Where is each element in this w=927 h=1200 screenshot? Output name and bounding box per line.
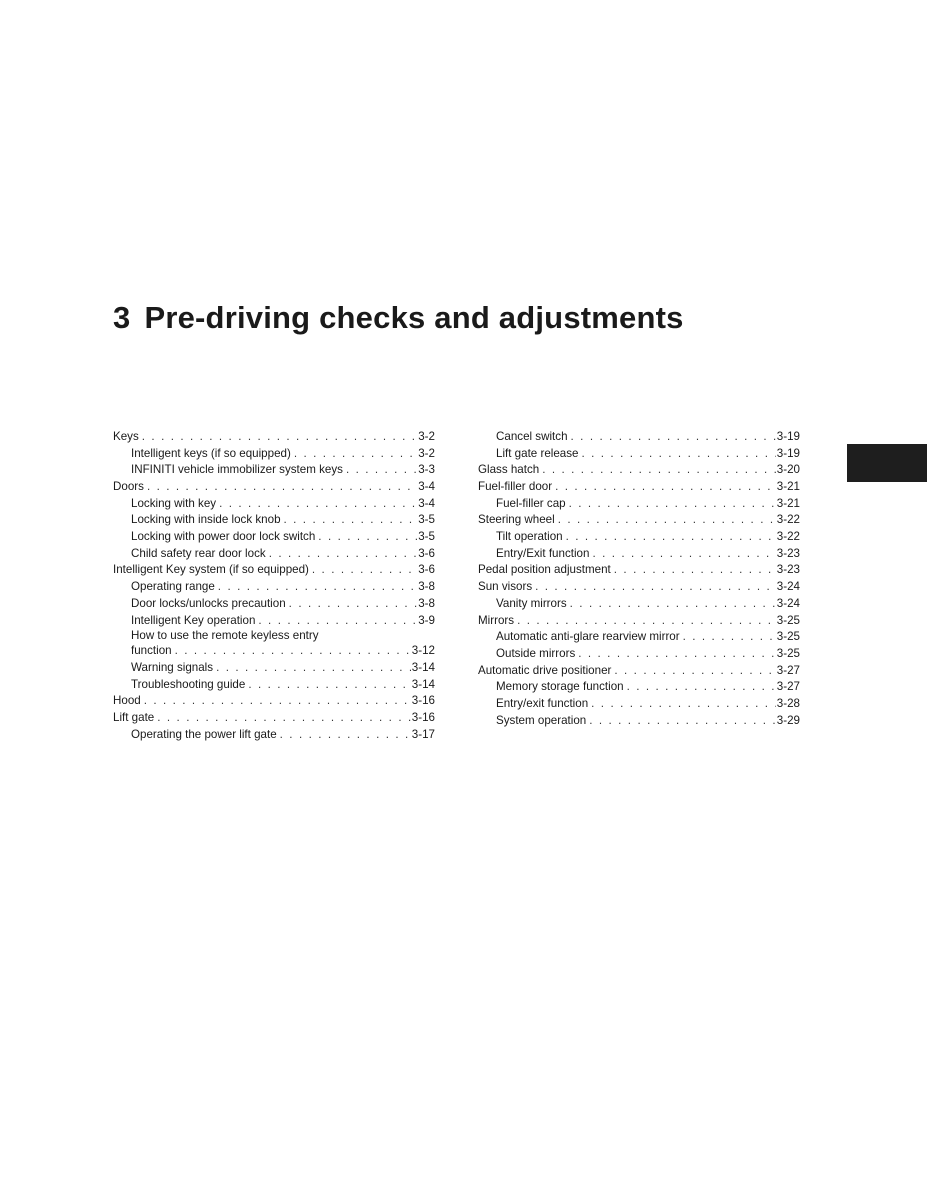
dot-leader <box>147 479 417 496</box>
toc-entry-label: Locking with inside lock knob <box>131 513 281 527</box>
toc-page-number: 3-25 <box>776 630 800 644</box>
toc-entry-label: Mirrors <box>478 613 515 627</box>
toc-page-number: 3-2 <box>418 429 435 443</box>
dot-leader <box>157 710 411 727</box>
toc-page-number: 3-5 <box>418 530 435 544</box>
toc-page-number: 3-14 <box>411 660 435 674</box>
toc-entry-label: Cancel switch <box>496 429 568 443</box>
dot-leader <box>542 462 776 479</box>
toc-entry[interactable] <box>113 546 435 563</box>
toc-entry[interactable] <box>478 646 800 663</box>
toc-entry-label: Locking with power door lock switch <box>131 530 316 544</box>
toc-entry-label-cont: function <box>131 644 172 658</box>
toc-page-number: 3-16 <box>411 694 435 708</box>
toc-page-number: 3-23 <box>776 546 800 560</box>
toc-entry-label: Automatic drive positioner <box>478 663 612 677</box>
dot-leader <box>582 446 776 463</box>
toc-entry-label: Sun visors <box>478 580 533 594</box>
toc-entry-label: Entry/exit function <box>496 696 589 710</box>
toc-entry[interactable] <box>113 479 435 496</box>
toc-entry-label: Warning signals <box>131 660 214 674</box>
toc-entry[interactable] <box>478 663 800 680</box>
toc-page-number: 3-8 <box>418 596 435 610</box>
toc-entry-label: Intelligent Key operation <box>131 613 256 627</box>
toc-entry-label: Intelligent keys (if so equipped) <box>131 446 291 460</box>
dot-leader <box>294 446 417 463</box>
toc-entry-label: Vanity mirrors <box>496 596 567 610</box>
dot-leader <box>269 546 418 563</box>
toc-entry[interactable] <box>478 479 800 496</box>
toc-entry[interactable] <box>113 613 435 630</box>
toc-page-number: 3-25 <box>776 646 800 660</box>
toc-entry-label: How to use the remote keyless entry <box>131 629 319 643</box>
toc-entry-label: Child safety rear door lock <box>131 546 266 560</box>
dot-leader <box>683 629 776 646</box>
toc-entry-label: Outside mirrors <box>496 646 576 660</box>
toc-entry[interactable] <box>478 696 800 713</box>
toc-entry-label: Operating range <box>131 580 215 594</box>
dot-leader <box>589 713 776 730</box>
toc-page-number: 3-28 <box>776 696 800 710</box>
toc-entry[interactable] <box>113 496 435 513</box>
toc-page-number: 3-8 <box>418 580 435 594</box>
toc-right-column <box>478 429 800 729</box>
dot-leader <box>280 727 411 744</box>
toc-page-number: 3-9 <box>418 613 435 627</box>
toc-page-number: 3-3 <box>418 463 435 477</box>
toc-left-column <box>113 429 435 743</box>
toc-entry[interactable] <box>478 512 800 529</box>
dot-leader <box>346 462 417 479</box>
chapter-title-text: Pre-driving checks and adjustments <box>144 300 684 335</box>
toc-page-number: 3-19 <box>776 429 800 443</box>
toc-entry-label: Troubleshooting guide <box>131 677 246 691</box>
dot-leader <box>144 693 411 710</box>
toc-page-number: 3-27 <box>776 680 800 694</box>
toc-entry[interactable] <box>113 727 435 744</box>
dot-leader <box>218 579 417 596</box>
toc-entry[interactable] <box>478 529 800 546</box>
dot-leader <box>142 429 417 446</box>
dot-leader <box>175 643 411 660</box>
toc-entry[interactable] <box>478 496 800 513</box>
toc-entry[interactable] <box>113 693 435 710</box>
dot-leader <box>284 512 418 529</box>
dot-leader <box>569 496 776 513</box>
toc-entry-label: Glass hatch <box>478 463 540 477</box>
chapter-thumb-tab <box>847 444 927 482</box>
dot-leader <box>517 613 776 630</box>
toc-entry-label: Doors <box>113 480 144 494</box>
toc-entry-label: System operation <box>496 713 587 727</box>
toc-entry-label: Lift gate <box>113 710 155 724</box>
dot-leader <box>535 579 776 596</box>
toc-entry[interactable] <box>478 462 800 479</box>
toc-page-number: 3-25 <box>776 613 800 627</box>
toc-entry-label: Locking with key <box>131 496 217 510</box>
dot-leader <box>555 479 776 496</box>
toc-page-number: 3-24 <box>776 580 800 594</box>
toc-entry[interactable] <box>113 563 435 580</box>
toc-entry-label: Intelligent Key system (if so equipped) <box>113 563 309 577</box>
dot-leader <box>312 563 417 580</box>
toc-page-number: 3-14 <box>411 677 435 691</box>
dot-leader <box>558 512 776 529</box>
toc-entry-label: Lift gate release <box>496 446 579 460</box>
toc-page-number: 3-16 <box>411 710 435 724</box>
chapter-number: 3 <box>113 300 131 335</box>
dot-leader <box>592 546 775 563</box>
toc-entry[interactable] <box>478 429 800 446</box>
toc-entry[interactable] <box>113 596 435 613</box>
toc-entry[interactable] <box>478 563 800 580</box>
toc-entry[interactable] <box>478 679 800 696</box>
toc-entry[interactable] <box>478 579 800 596</box>
dot-leader <box>614 563 776 580</box>
toc-entry[interactable] <box>478 446 800 463</box>
toc-page-number: 3-4 <box>418 480 435 494</box>
toc-entry-label: Hood <box>113 694 141 708</box>
toc-entry-label: Fuel-filler door <box>478 480 553 494</box>
toc-page-number: 3-6 <box>418 563 435 577</box>
toc-entry[interactable] <box>113 629 435 660</box>
toc-entry-label: Tilt operation <box>496 530 563 544</box>
dot-leader <box>216 660 411 677</box>
dot-leader <box>570 596 776 613</box>
toc-page-number: 3-4 <box>418 496 435 510</box>
toc-page-number: 3-22 <box>776 530 800 544</box>
toc-entry[interactable] <box>113 677 435 694</box>
toc-entry[interactable] <box>478 629 800 646</box>
toc-entry-label: Fuel-filler cap <box>496 496 566 510</box>
toc-entry[interactable] <box>113 710 435 727</box>
toc-entry-label: Entry/Exit function <box>496 546 590 560</box>
toc-page-number: 3-22 <box>776 513 800 527</box>
toc-page-number: 3-20 <box>776 463 800 477</box>
dot-leader <box>627 679 776 696</box>
dot-leader <box>566 529 776 546</box>
toc-page-number: 3-12 <box>411 644 435 658</box>
toc-page-number: 3-19 <box>776 446 800 460</box>
dot-leader <box>578 646 776 663</box>
toc-page-number: 3-27 <box>776 663 800 677</box>
toc-page-number: 3-29 <box>776 713 800 727</box>
chapter-title <box>113 296 684 340</box>
toc-entry-label: Door locks/unlocks precaution <box>131 596 286 610</box>
toc-entry-label: Pedal position adjustment <box>478 563 611 577</box>
dot-leader <box>591 696 776 713</box>
dot-leader <box>258 613 417 630</box>
toc-entry-label: INFINITI vehicle immobilizer system keys <box>131 463 343 477</box>
toc-page-number: 3-5 <box>418 513 435 527</box>
dot-leader <box>248 677 410 694</box>
toc-page-number: 3-2 <box>418 446 435 460</box>
dot-leader <box>219 496 417 513</box>
toc-page-number: 3-24 <box>776 596 800 610</box>
toc-page-number: 3-6 <box>418 546 435 560</box>
toc-entry[interactable] <box>478 613 800 630</box>
toc-page-number: 3-21 <box>776 480 800 494</box>
dot-leader <box>289 596 418 613</box>
toc-entry-label: Steering wheel <box>478 513 555 527</box>
toc-entry[interactable] <box>478 546 800 563</box>
toc-entry-label: Keys <box>113 429 139 443</box>
toc-entry[interactable] <box>113 446 435 463</box>
toc-entry[interactable] <box>113 579 435 596</box>
toc-entry[interactable] <box>113 529 435 546</box>
toc-entry-label: Operating the power lift gate <box>131 727 277 741</box>
toc-entry-label: Automatic anti-glare rearview mirror <box>496 630 680 644</box>
toc-entry-label: Memory storage function <box>496 680 624 694</box>
toc-entry[interactable] <box>113 462 435 479</box>
toc-entry[interactable] <box>113 512 435 529</box>
toc-page-number: 3-17 <box>411 727 435 741</box>
dot-leader <box>571 429 776 446</box>
dot-leader <box>318 529 417 546</box>
toc-page-number: 3-23 <box>776 563 800 577</box>
toc-page-number: 3-21 <box>776 496 800 510</box>
toc-entry[interactable] <box>478 713 800 730</box>
toc-entry[interactable] <box>113 429 435 446</box>
toc-entry[interactable] <box>113 660 435 677</box>
dot-leader <box>614 663 775 680</box>
toc-entry[interactable] <box>478 596 800 613</box>
